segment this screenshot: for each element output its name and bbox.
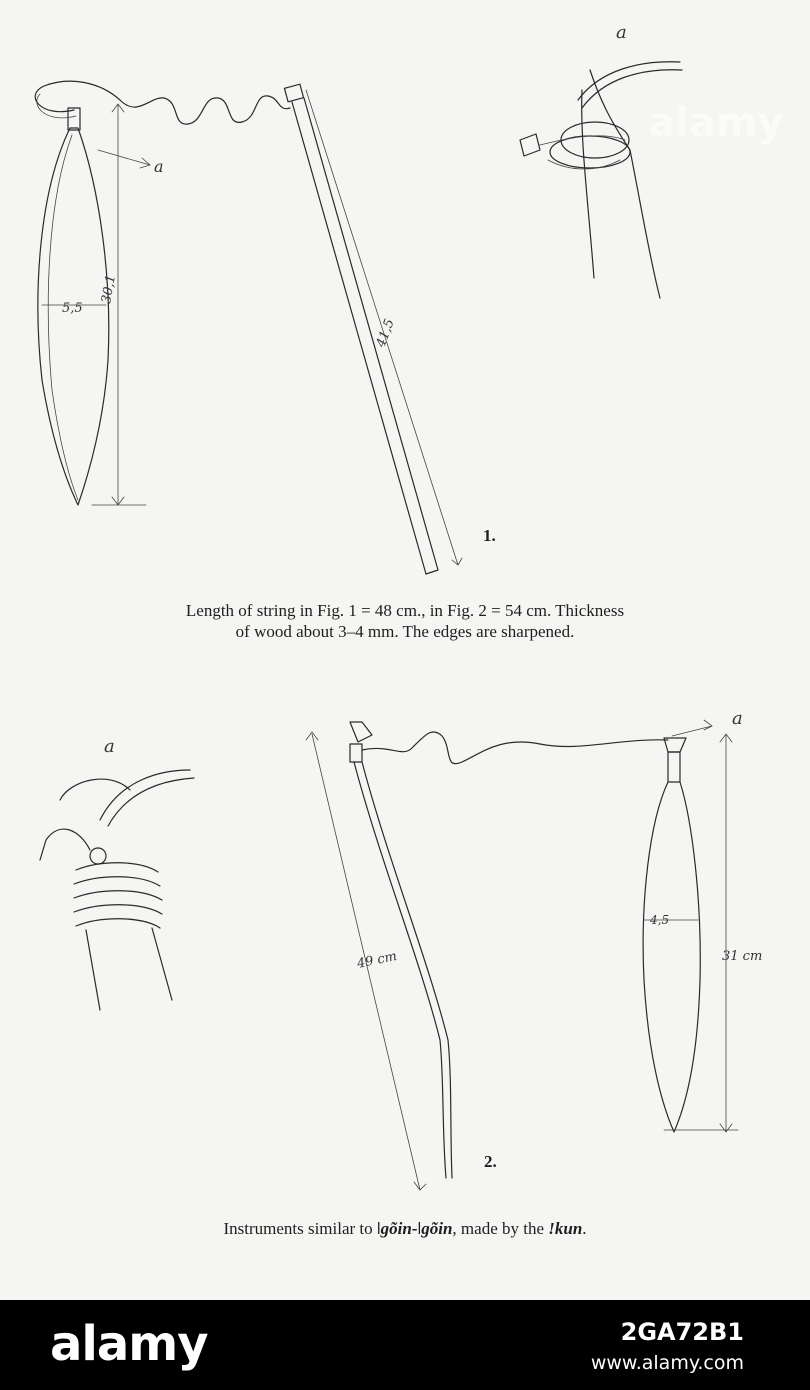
fig1-stick-label: 41,5 [373,317,398,350]
fig2-a-label: a [732,708,743,729]
caption-1-line-1: Length of string in Fig. 1 = 48 cm., in Fig. 2 = 54 cm. Thickness [185,601,625,620]
fig1-width-label: 5,5 [62,301,83,316]
caption-2-term: ǀgõin-ǀgõin [376,1219,453,1238]
caption-2-people: ǃkun [548,1219,583,1238]
figure-1-number: 1. [483,526,496,545]
image-id: 2GA72B1 [620,1318,744,1346]
watermark-overlay: alamy [648,100,784,146]
caption-1-line-2: of wood about 3–4 mm. The edges are sharpened. [235,622,575,641]
fig2-width-label: 4,5 [650,913,670,927]
fig2-detail-label: a [104,736,115,757]
caption-2-suffix: . [582,1219,587,1238]
fig2-height-label: 31 cm [722,949,763,964]
figure-2-number: 2. [484,1152,497,1171]
caption-2 [0,1218,810,1239]
caption-2-prefix: Instruments similar to [223,1219,377,1238]
caption-2-middle: , made by the [452,1219,549,1238]
watermark-banner [0,1300,810,1390]
fig2-stick-label: 49 cm [355,948,399,972]
fig1-height-label: 30,1 [99,273,119,305]
fig1-a-label: a [154,157,164,176]
site-url: www.alamy.com [590,1352,744,1374]
fig1-detail-label: a [616,22,627,43]
brand-logo: alamy [50,1316,208,1372]
caption-1 [0,600,810,642]
